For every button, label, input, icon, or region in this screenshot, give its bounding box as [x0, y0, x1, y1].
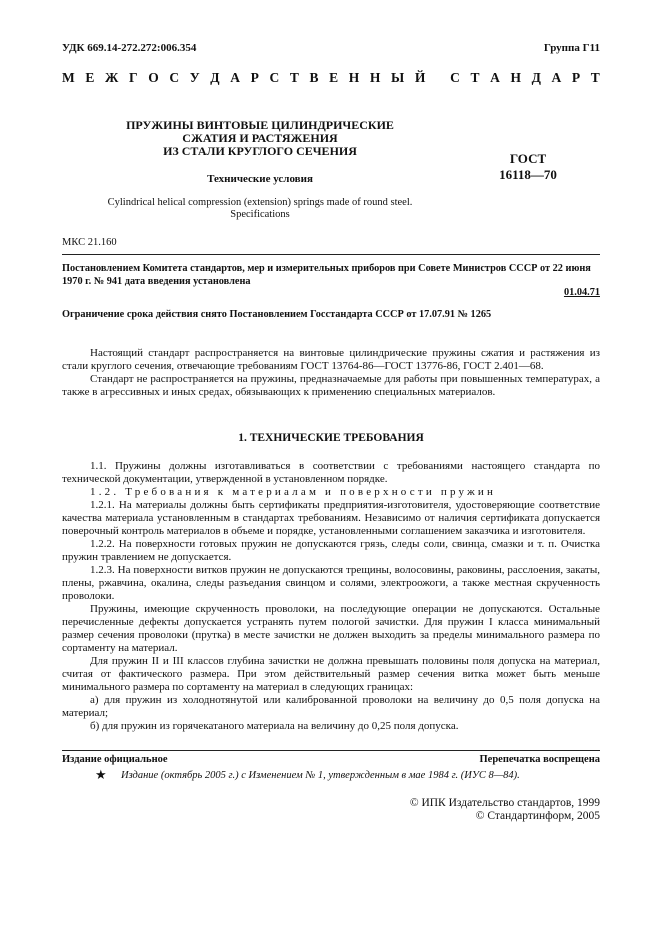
banner-letter: Т [289, 70, 299, 85]
clause-1-1: 1.1. Пружины должны изготавливаться в соответствии с требованиями настоящего стандарта по технической документации, утвержденной в установленном порядке. [62, 460, 600, 485]
intro-paragraph-2: Стандарт не распространяется на пружины, предназначаемые для работы при повышенных температурах, а также в агрессивных и иных средах, обязывающих к применению специальных материалов. [62, 373, 600, 398]
gost-designation [484, 151, 572, 183]
list-item-a: а) для пружин из холоднотянутой или калиброванной проволоки на величину до 0,5 поля допуска на материал; [62, 694, 600, 719]
section-heading: 1. ТЕХНИЧЕСКИЕ ТРЕБОВАНИЯ [238, 432, 424, 444]
decree-line-2: 1970 г. № 941 дата введения установлена [62, 276, 251, 287]
banner-letter: С [269, 70, 280, 85]
standard-banner [62, 70, 600, 86]
banner-letter: Г [129, 70, 138, 85]
list-item-b: б) для пружин из горячекатаного материала на величину до 0,25 поля допуска. [90, 720, 459, 732]
clause-1-2-1: 1.2.1. На материалы должны быть сертификаты предприятия-изготовителя, удостоверяющие соответствие качества материала установленным в стандартах требованиям. Независимо от наличия сертификата допускается поверочный контроль материалов в объеме и порядке, установленными соглашением заказчика и изготовителя. [62, 499, 600, 537]
english-title-line-2: Specifications [230, 209, 290, 220]
introduction-date: 01.04.71 [563, 287, 600, 298]
banner-letter: У [189, 70, 200, 85]
banner-letter [436, 70, 439, 86]
banner-letter: Й [414, 70, 426, 85]
banner-letter: О [148, 70, 159, 85]
banner-letter: Д [531, 70, 541, 85]
banner-letter: Т [470, 70, 480, 85]
banner-letter: Н [348, 70, 360, 85]
edition-note: Издание (октябрь 2005 г.) с Изменением № 1, утвержденным в мае 1984 г. (ИУС 8—84). [121, 770, 520, 781]
english-title-line-1: Cylindrical helical compression (extension) springs made of round steel. [107, 197, 413, 208]
gost-number: 16118—70 [499, 167, 557, 182]
official-edition: Издание официальное [62, 754, 168, 765]
section-1-body [62, 460, 600, 733]
udk-code: УДК 669.14-272.272:006.354 [62, 42, 197, 54]
class-paragraph: Для пружин II и III классов глубина зачистки не должна превышать половины поля допуска на материал, считая от фактического размера. При этом действительный размер сечения витка может быть меньше минимального размера по сортаменту на материал в следующих границах: [62, 655, 600, 693]
banner-letter: Р [250, 70, 259, 85]
banner-letter: Н [369, 70, 381, 85]
copyright-1: © ИПК Издательство стандартов, 1999 [409, 797, 600, 809]
title-line-3: ИЗ СТАЛИ КРУГЛОГО СЕЧЕНИЯ [163, 144, 357, 158]
banner-letter: Е [85, 70, 95, 85]
clause-1-2-3: 1.2.3. На поверхности витков пружин не допускаются трещины, волосовины, раковины, расслоения, закаты, плены, ржавчина, окалина, следы разъедания свинцом и солями, электроожоги, а также местная скрученность проволоки. [62, 564, 600, 602]
footer-divider [62, 750, 600, 751]
banner-letter: Р [571, 70, 581, 85]
decree-line-1: Постановлением Комитета стандартов, мер и измерительных приборов при Совете Министров СССР от 22 июня [62, 263, 591, 274]
document-title [100, 119, 420, 158]
subtitle: Технические условия [207, 173, 313, 185]
banner-letter: Е [329, 70, 339, 85]
group-code: Группа Г11 [543, 42, 600, 54]
divider [62, 254, 600, 255]
banner-letter: А [490, 70, 500, 85]
banner-letter: Н [510, 70, 521, 85]
banner-letter: А [551, 70, 562, 85]
twist-paragraph: Пружины, имеющие скрученность проволоки, на последующие операции не допускаются. Остальные перечисленные дефекты допускается устранять путем пологой зачистки. Для пружин I класса минимальный размер сечения проволоки (прутка) в месте зачистки не должен выходить за пределы минимального размера по сортаменту на материал. [62, 603, 600, 654]
clause-1-2-2: 1.2.2. На поверхности готовых пружин не допускаются грязь, следы соли, свинца, смазки и т. п. Очистка пружин травлением не допускается. [62, 538, 600, 563]
mks-code: МКС 21.160 [62, 237, 117, 248]
copyright-2: © Стандартинформ, 2005 [475, 810, 600, 822]
gost-label: ГОСТ [509, 151, 547, 166]
intro-paragraph-1: Настоящий стандарт распространяется на винтовые цилиндрические пружины сжатия и растяжения из стали круглого сечения, отвечающие требованиям ГОСТ 13764-86—ГОСТ 13776-86, ГОСТ 2.401—68. [62, 347, 600, 372]
star-icon: ★ [95, 767, 107, 782]
banner-letter: С [450, 70, 460, 85]
clause-1-2: 1.2. Требования к материалам и поверхности пружин [90, 486, 497, 498]
banner-letter: В [309, 70, 319, 85]
title-line-1: ПРУЖИНЫ ВИНТОВЫЕ ЦИЛИНДРИЧЕСКИЕ [126, 118, 394, 132]
banner-letter: А [230, 70, 240, 85]
banner-letter: Ж [105, 70, 119, 85]
banner-letter: Ы [391, 70, 405, 85]
banner-letter: Д [210, 70, 220, 85]
limit-note: Ограничение срока действия снято Постановлением Госстандарта СССР от 17.07.91 № 1265 [62, 309, 492, 320]
reprint-notice: Перепечатка воспрещена [479, 754, 600, 765]
banner-letter: М [62, 70, 75, 85]
intro-text [62, 347, 600, 399]
banner-letter: Т [590, 70, 600, 85]
title-line-2: СЖАТИЯ И РАСТЯЖЕНИЯ [182, 131, 338, 145]
banner-letter: С [169, 70, 180, 85]
